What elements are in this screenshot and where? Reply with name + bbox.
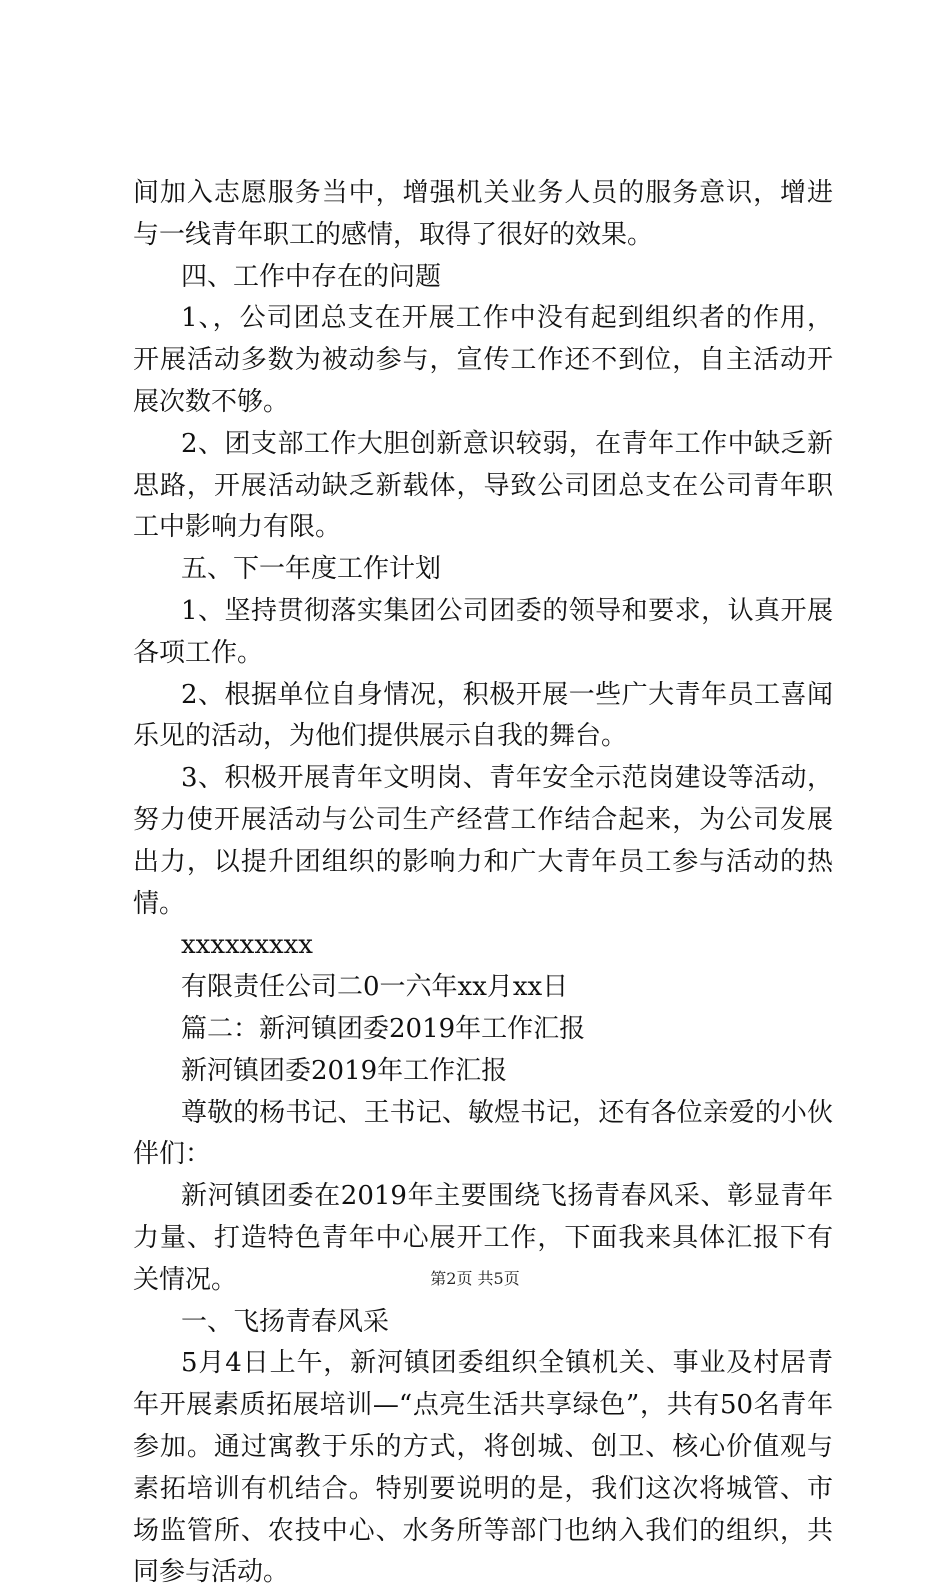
report-title: 新河镇团委2019年工作汇报 (181, 1055, 508, 1086)
paragraph: 2、团支部工作大胆创新意识较弱，在青年工作中缺乏新思路，开展活动缺乏新载体，导致公司团总支在公司青年职工中影响力有限。 (133, 428, 833, 543)
paragraph: 2、根据单位自身情况，积极开展一些广大青年员工喜闻乐见的活动，为他们提供展示自我的舞台。 (133, 679, 833, 752)
paragraph: 间加入志愿服务当中，增强机关业务人员的服务意识，增进与一线青年职工的感情，取得了很好的效果。 (133, 178, 833, 250)
signature-date: 有限责任公司二0一六年xx月xx日 (181, 972, 569, 1003)
article-title: 篇二：新河镇团委2019年工作汇报 (181, 1013, 586, 1044)
salutation: 尊敬的杨书记、王书记、敏煜书记，还有各位亲爱的小伙伴们： (133, 1097, 833, 1170)
paragraph: 1、，公司团总支在开展工作中没有起到组织者的作用，开展活动多数为被动参与，宣传工作还不到位，自主活动开展次数不够。 (133, 303, 833, 417)
page-footer: 第2页 共5页 (430, 1269, 520, 1288)
paragraph: 3、积极开展青年文明岗、青年安全示范岗建设等活动，努力使开展活动与公司生产经营工作结合起来，为公司发展出力，以提升团组织的影响力和广大青年员工参与活动的热情。 (133, 763, 833, 919)
paragraph: 5月4日上午，新河镇团委组织全镇机关、事业及村居青年开展素质拓展培训—“点亮生活共享绿色”，共有50名青年参加。通过寓教于乐的方式，将创城、创卫、核心价值观与素拓培训有机结合。特别要说明的是，我们这次将城管、市场监管所、农技中心、水务所等部门也纳入我们的组织，共同参与活动。 (133, 1348, 833, 1588)
paragraph: 新河镇团委在2019年主要围绕飞扬青春风采、彰显青年力量、打造特色青年中心展开工作，下面我来具体汇报下有关情况。 (133, 1181, 833, 1295)
paragraph: 1、坚持贯彻落实集团公司团委的领导和要求，认真开展各项工作。 (133, 595, 833, 668)
signature-company: xxxxxxxxx (181, 930, 313, 961)
document-body (133, 173, 833, 1594)
section-heading-problems: 四、工作中存在的问题 (181, 261, 442, 292)
section-heading-plan: 五、下一年度工作计划 (181, 554, 442, 585)
section-heading-youth: 一、飞扬青春风采 (181, 1306, 390, 1337)
